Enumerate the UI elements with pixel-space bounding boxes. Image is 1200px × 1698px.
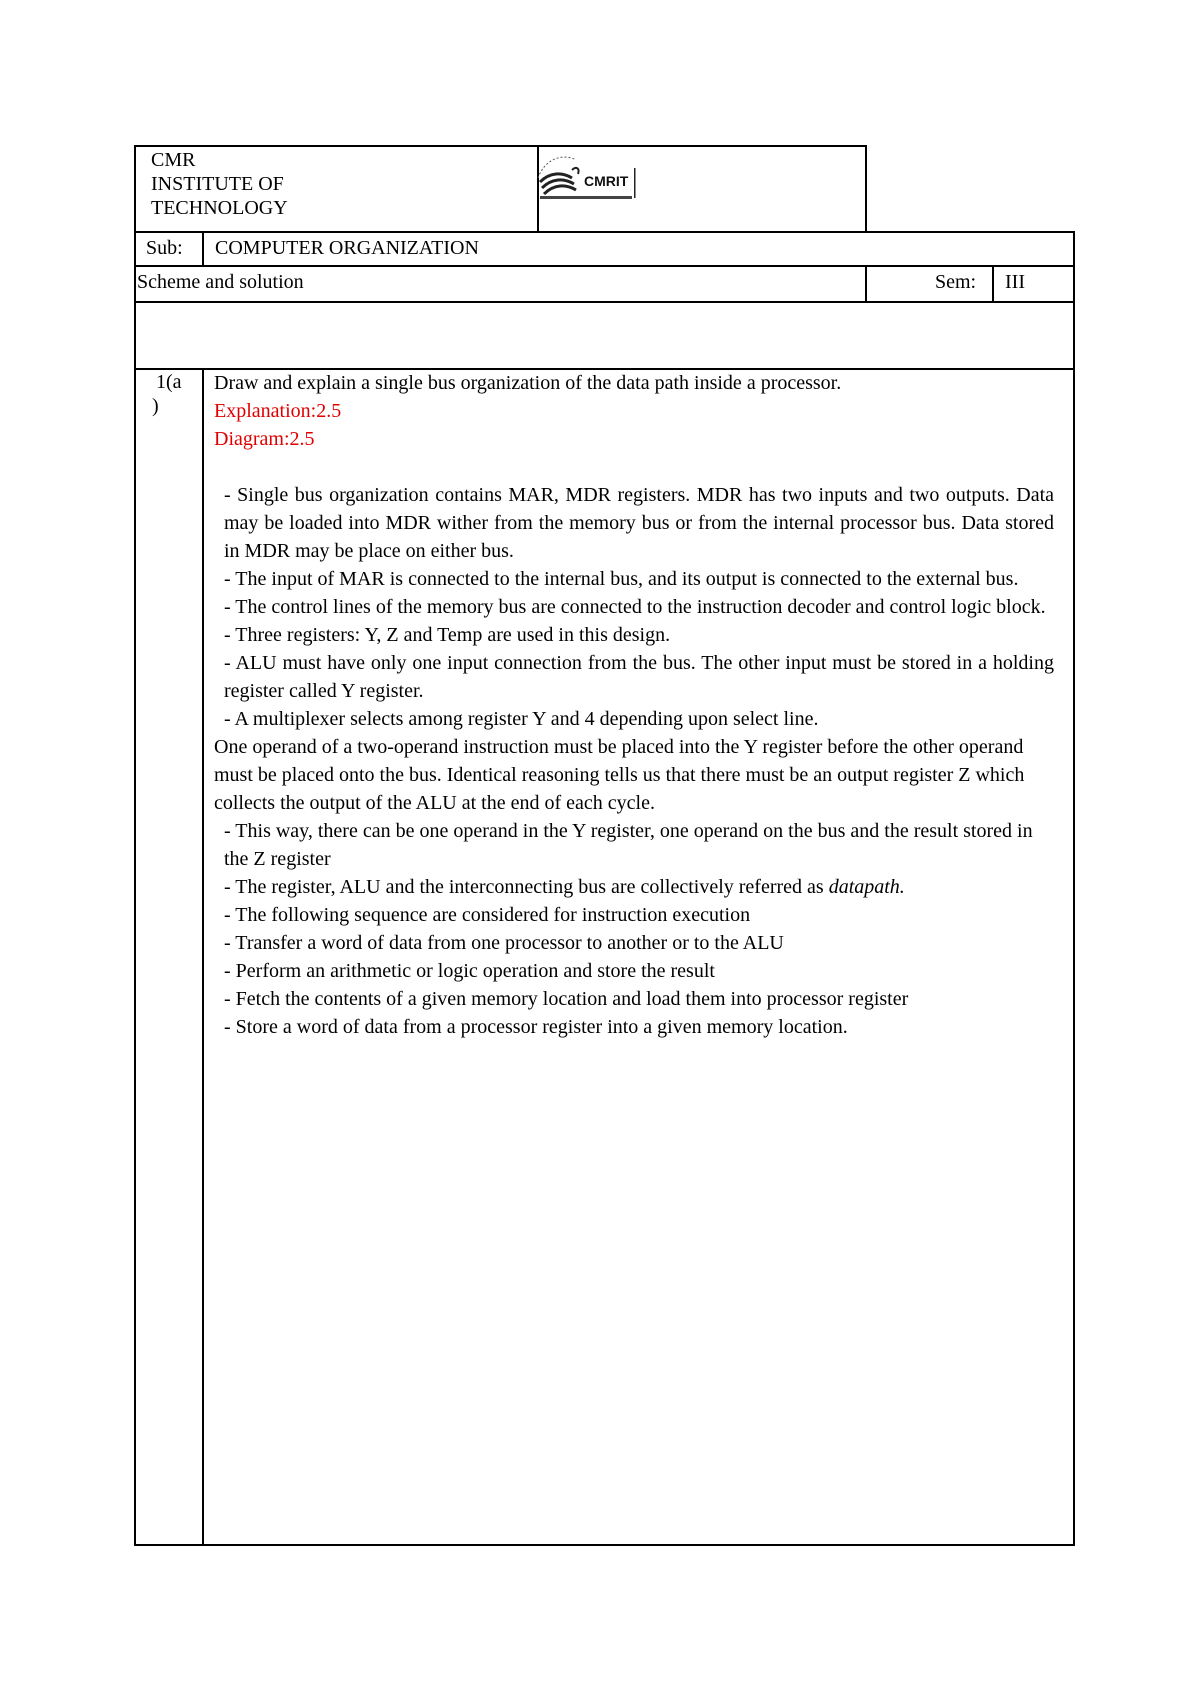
institute-line-2: INSTITUTE OF: [151, 173, 284, 195]
answer-paragraph: - This way, there can be one operand in the Y register, one operand on the bus and the result stored in the Z register: [224, 820, 1033, 870]
datapath-term: datapath.: [828, 876, 905, 898]
spacer: [214, 453, 1054, 481]
question-number-line-1: 1(a: [156, 371, 182, 393]
marks-explanation: Explanation:2.5: [214, 400, 342, 422]
marks-diagram: Diagram:2.5: [214, 428, 315, 450]
datapath-paragraph: [214, 873, 1054, 901]
question-number-line-2: ): [152, 395, 159, 417]
answer-paragraph: - Single bus organization contains MAR, MDR registers. MDR has two inputs and two outputs. Data may be loaded into MDR wither from the memory bus or from the internal processor bus. Data stored in MDR may be place on either bus.: [224, 484, 1054, 562]
answer-paragraph: - ALU must have only one input connection from the bus. The other input must be stored in a holding register called Y register.: [224, 652, 1054, 702]
sem-value: III: [1005, 271, 1025, 293]
answer-paragraph: - Transfer a word of data from one processor to another or to the ALU: [224, 932, 784, 954]
institute-line-1: CMR: [151, 149, 196, 171]
empty-row: [134, 301, 1075, 370]
datapath-prefix: - The register, ALU and the interconnecting bus are collectively referred as: [224, 876, 829, 898]
sem-label: Sem:: [935, 271, 977, 293]
answer-paragraph: - The following sequence are considered for instruction execution: [224, 904, 751, 926]
answer-paragraph: - Perform an arithmetic or logic operation and store the result: [224, 960, 715, 982]
svg-text:CMRIT: CMRIT: [584, 173, 629, 189]
answer-content: [214, 369, 1054, 1041]
subject-label: Sub:: [146, 237, 183, 259]
answer-paragraph: - Three registers: Y, Z and Temp are used in this design.: [224, 624, 671, 646]
sem-divider: [992, 265, 994, 303]
question-text: Draw and explain a single bus organization of the data path inside a processor.: [214, 372, 842, 394]
scheme-label: Scheme and solution: [137, 271, 304, 293]
question-number: [152, 370, 192, 418]
subject-divider: [202, 231, 204, 267]
answer-paragraph: - Fetch the contents of a given memory location and load them into processor register: [224, 988, 909, 1010]
institute-name: [151, 148, 288, 220]
institute-line-3: TECHNOLOGY: [151, 197, 288, 219]
answer-paragraph: - A multiplexer selects among register Y and 4 depending upon select line.: [224, 708, 819, 730]
cmrit-logo: [532, 152, 642, 204]
answer-paragraph: - Store a word of data from a processor register into a given memory location.: [224, 1016, 848, 1038]
question-divider: [202, 368, 204, 1546]
subject-value: COMPUTER ORGANIZATION: [215, 237, 479, 259]
answer-paragraph: - The input of MAR is connected to the internal bus, and its output is connected to the external bus.: [224, 568, 1019, 590]
answer-paragraph: One operand of a two-operand instruction must be placed into the Y register before the other operand must be placed onto the bus. Identical reasoning tells us that there must be an output register Z which collects the output of the ALU at the end of each cycle.: [214, 736, 1025, 814]
scheme-divider: [865, 265, 867, 303]
answer-paragraph: - The control lines of the memory bus are connected to the instruction decoder and control logic block.: [224, 596, 1046, 618]
